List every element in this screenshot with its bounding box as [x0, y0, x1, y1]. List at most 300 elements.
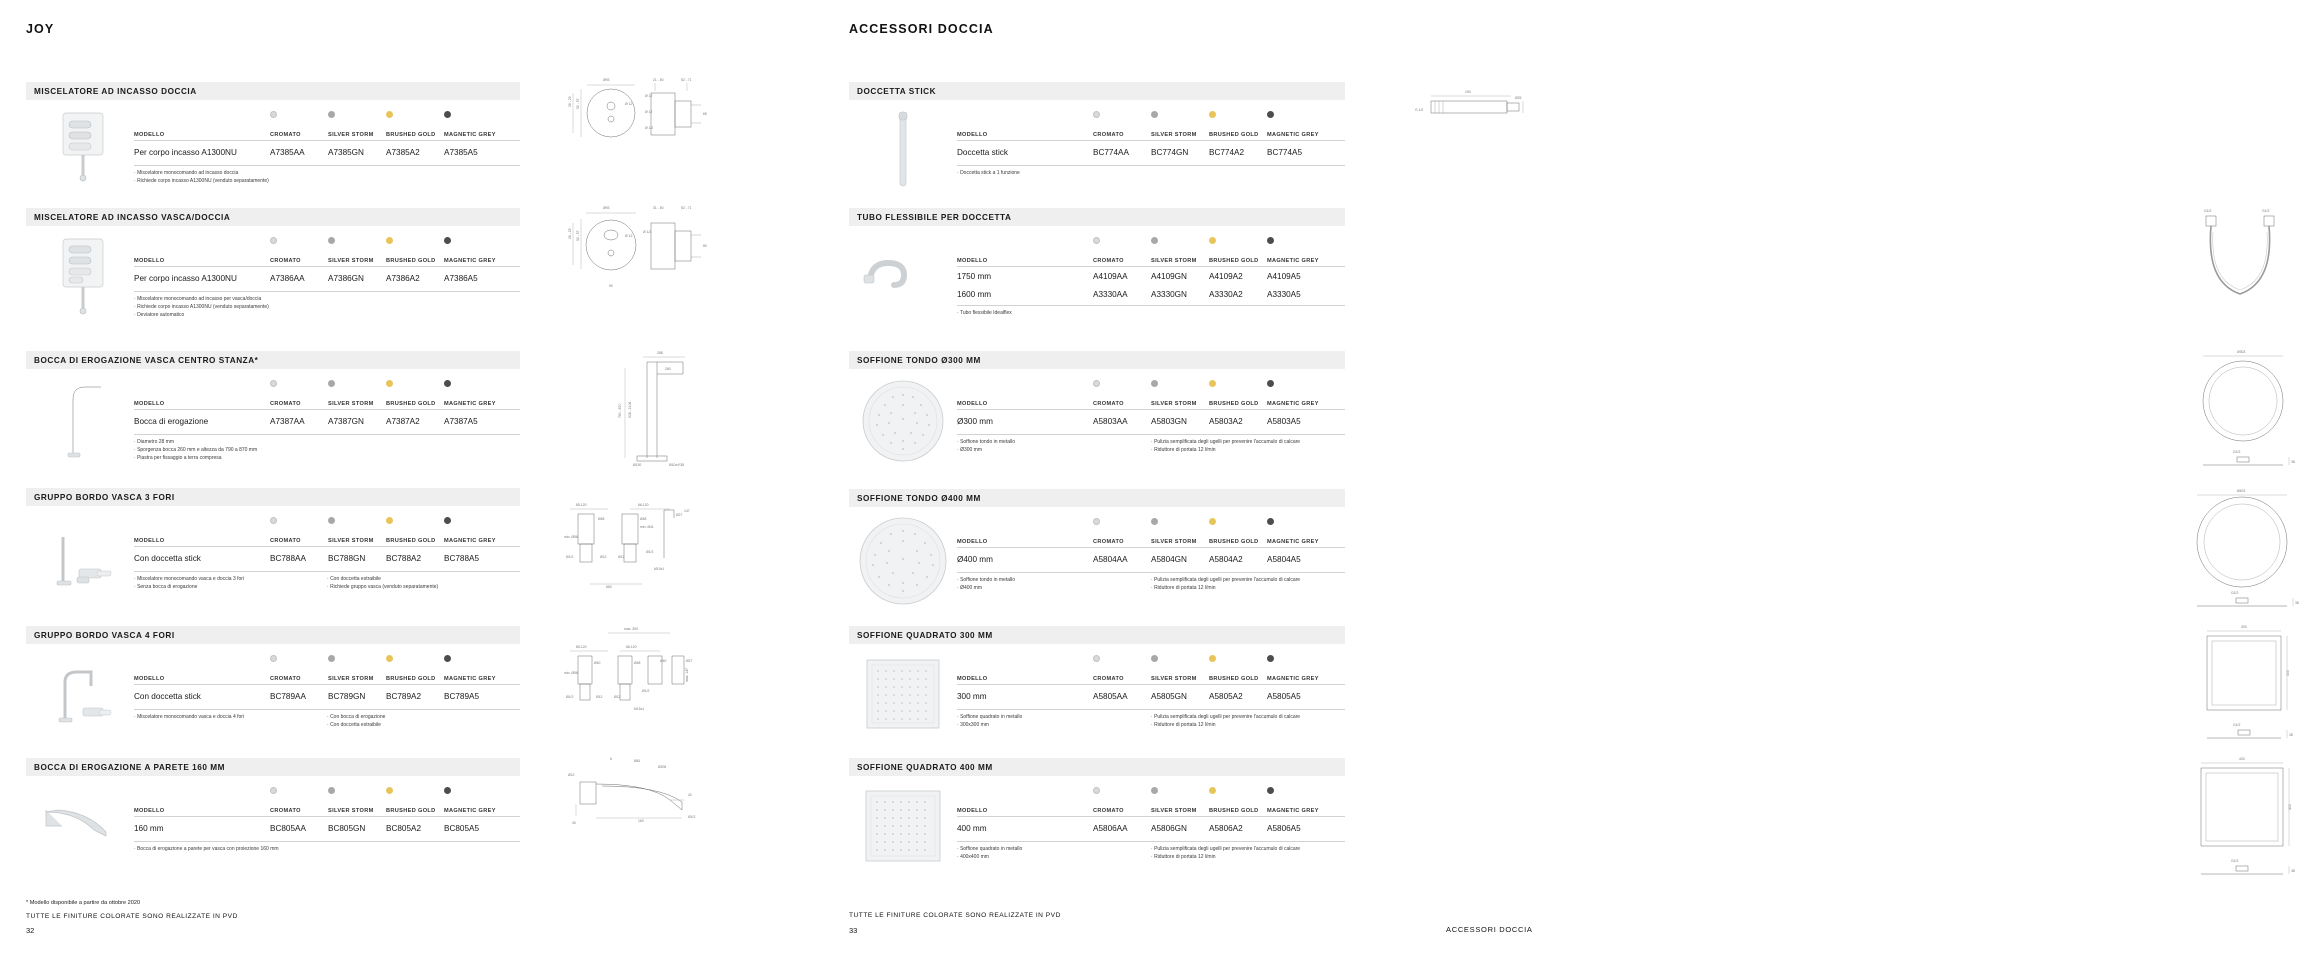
- note-item: · Piastra per fissaggio a terra compresa: [134, 455, 327, 463]
- finish-table: [957, 100, 1345, 194]
- section-bocca-parete-160: [26, 758, 520, 854]
- code-cromato: BC789AA: [270, 691, 306, 701]
- section-header: GRUPPO BORDO VASCA 4 FORI: [26, 626, 520, 644]
- silver-swatch-icon: [1151, 111, 1158, 118]
- code-grey: A7387A5: [444, 416, 478, 426]
- code-cromato: BC774AA: [1093, 147, 1129, 157]
- product-image: [849, 100, 957, 194]
- chrome-swatch-icon: [270, 655, 277, 662]
- chrome-swatch-icon: [270, 787, 277, 794]
- finish-table: [957, 507, 1345, 609]
- gold-swatch-icon: [1209, 237, 1216, 244]
- model-name: Con doccetta stick: [134, 553, 201, 563]
- finish-dots-row: [957, 106, 1345, 126]
- notes: [957, 573, 1345, 593]
- code-silver: A7386GN: [328, 273, 364, 283]
- code-gold: BC774A2: [1209, 147, 1245, 157]
- left-page: [0, 0, 775, 959]
- col-header-silver: SILVER STORM: [328, 538, 374, 544]
- col-header-grey: MAGNETIC GREY: [1267, 808, 1319, 814]
- section-header: MISCELATORE AD INCASSO VASCA/DOCCIA: [26, 208, 520, 226]
- svg-text:Ø12: Ø12: [614, 695, 621, 699]
- col-header-silver: SILVER STORM: [328, 676, 374, 682]
- chrome-swatch-icon: [1093, 655, 1100, 662]
- grey-swatch-icon: [1267, 111, 1274, 118]
- code-grey: BC774A5: [1267, 147, 1303, 157]
- col-header-cromato: CROMATO: [1093, 132, 1124, 138]
- table-row: [957, 817, 1345, 839]
- col-header-grey: MAGNETIC GREY: [1267, 258, 1319, 264]
- silver-swatch-icon: [1151, 655, 1158, 662]
- svg-text:38: 38: [2295, 601, 2299, 605]
- right-footer: [849, 912, 1061, 935]
- finish-dots-row: [134, 232, 520, 252]
- code-grey: A7386A5: [444, 273, 478, 283]
- section-header: BOCCA DI EROGAZIONE A PARETE 160 MM: [26, 758, 520, 776]
- section-soffione-quadrato-300: [849, 626, 1345, 736]
- svg-text:42: 42: [688, 793, 692, 797]
- right-page: [775, 0, 2299, 959]
- svg-text:303: 303: [2286, 670, 2290, 676]
- code-gold: A7387A2: [386, 416, 420, 426]
- col-header-cromato: CROMATO: [1093, 539, 1124, 545]
- col-header-cromato: CROMATO: [270, 401, 301, 407]
- code-grey: A5804A5: [1267, 554, 1301, 564]
- note-item: · Riduttore di portata 12 l/min: [1151, 854, 1345, 862]
- section-header: SOFFIONE QUADRATO 300 MM: [849, 626, 1345, 644]
- col-header-silver: SILVER STORM: [1151, 808, 1197, 814]
- finish-table: [957, 776, 1345, 868]
- col-header-silver: SILVER STORM: [1151, 676, 1197, 682]
- code-cromato: A5804AA: [1093, 554, 1128, 564]
- note-item: · Richiede gruppo vasca (venduto separatamente): [327, 584, 520, 592]
- svg-text:G1/2: G1/2: [2233, 723, 2241, 727]
- col-header-silver: SILVER STORM: [1151, 401, 1197, 407]
- notes: [134, 435, 520, 462]
- code-grey: BC805A5: [444, 823, 480, 833]
- col-header-silver: SILVER STORM: [1151, 258, 1197, 264]
- notes: [957, 435, 1345, 455]
- notes: [957, 842, 1345, 862]
- col-header-silver: SILVER STORM: [1151, 132, 1197, 138]
- finish-dots-row: [957, 782, 1345, 802]
- col-header-cromato: CROMATO: [1093, 401, 1124, 407]
- svg-text:403: 403: [2239, 757, 2245, 761]
- gold-swatch-icon: [1209, 380, 1216, 387]
- silver-swatch-icon: [328, 237, 335, 244]
- col-header-gold: BRUSHED GOLD: [1209, 258, 1259, 264]
- finish-dots-row: [134, 782, 520, 802]
- code-gold: A7386A2: [386, 273, 420, 283]
- note-item: · Riduttore di portata 12 l/min: [1151, 447, 1345, 455]
- svg-text:Ø130: Ø130: [633, 463, 642, 467]
- section-gruppo-bordo-vasca-3: [26, 488, 520, 592]
- finish-header-row: [957, 533, 1345, 545]
- col-header-grey: MAGNETIC GREY: [1267, 539, 1319, 545]
- col-header-silver: SILVER STORM: [1151, 539, 1197, 545]
- right-footer-section-label: [1446, 925, 1533, 934]
- col-header-gold: BRUSHED GOLD: [1209, 132, 1259, 138]
- svg-text:190: 190: [1465, 90, 1471, 94]
- col-header-cromato: CROMATO: [270, 258, 301, 264]
- code-grey: A5805A5: [1267, 691, 1301, 701]
- svg-text:Ø 12: Ø 12: [645, 110, 653, 114]
- note-item: · Miscelatore monocomando vasca e doccia 4 fori: [134, 714, 327, 722]
- note-item: · Diametro 28 mm: [134, 439, 327, 447]
- running-head: ACCESSORI DOCCIA: [1446, 925, 1533, 934]
- code-gold: A5804A2: [1209, 554, 1243, 564]
- note-item: · 300x300 mm: [957, 722, 1151, 730]
- technical-drawing-5: [560, 622, 715, 732]
- section-bocca-erogazione-centro-stanza: [26, 351, 520, 462]
- technical-drawing-6: [560, 752, 715, 832]
- gold-swatch-icon: [386, 787, 393, 794]
- svg-text:Ø40: Ø40: [660, 659, 667, 663]
- svg-text:Ø1/2: Ø1/2: [642, 689, 650, 693]
- code-gold: BC789A2: [386, 691, 422, 701]
- code-silver: BC805GN: [328, 823, 366, 833]
- col-header-modello: MODELLO: [957, 401, 988, 407]
- svg-text:52 - 57: 52 - 57: [576, 98, 580, 109]
- code-grey: BC788A5: [444, 553, 480, 563]
- svg-text:Ø27: Ø27: [676, 513, 683, 517]
- finish-header-row: [957, 670, 1345, 682]
- col-header-cromato: CROMATO: [1093, 808, 1124, 814]
- grey-swatch-icon: [1267, 518, 1274, 525]
- product-image: [26, 226, 134, 319]
- col-header-gold: BRUSHED GOLD: [386, 808, 436, 814]
- gold-swatch-icon: [386, 517, 393, 524]
- notes: [134, 572, 520, 592]
- finish-dots-row: [957, 232, 1345, 252]
- silver-swatch-icon: [328, 655, 335, 662]
- note-item: · Ø300 mm: [957, 447, 1151, 455]
- technical-drawing-r5: [2185, 620, 2305, 748]
- note-item: · Richiede corpo incasso A1300NU (venduto separatamente): [134, 304, 327, 312]
- col-header-modello: MODELLO: [134, 258, 165, 264]
- finish-dots-row: [134, 512, 520, 532]
- model-name: Con doccetta stick: [134, 691, 201, 701]
- finish-header-row: [134, 126, 520, 138]
- svg-text:147: 147: [684, 509, 690, 513]
- product-image: [849, 644, 957, 736]
- svg-text:26 - 29: 26 - 29: [568, 228, 572, 239]
- code-grey: A4109A5: [1267, 271, 1301, 281]
- code-grey: A5803A5: [1267, 416, 1301, 426]
- col-header-grey: MAGNETIC GREY: [444, 808, 496, 814]
- notes: [134, 166, 520, 186]
- svg-text:G 1/2: G 1/2: [1415, 108, 1424, 112]
- col-header-modello: MODELLO: [134, 808, 165, 814]
- col-header-modello: MODELLO: [134, 132, 165, 138]
- section-header: TUBO FLESSIBILE PER DOCCETTA: [849, 208, 1345, 226]
- col-header-silver: SILVER STORM: [328, 132, 374, 138]
- grey-swatch-icon: [444, 655, 451, 662]
- note-item: · Miscelatore monocomando ad incasso doccia: [134, 170, 327, 178]
- note-item: · Bocca di erogazione a parete per vasca con proiezione 160 mm: [134, 846, 327, 854]
- section-soffione-tondo-400: [849, 489, 1345, 609]
- svg-text:Ø 1/2: Ø 1/2: [645, 126, 654, 130]
- table-row: [957, 685, 1345, 707]
- footer-pvd-note: TUTTE LE FINITURE COLORATE SONO REALIZZATE IN PVD: [26, 913, 238, 920]
- finish-dots-row: [957, 375, 1345, 395]
- code-silver: A5804GN: [1151, 554, 1187, 564]
- svg-text:160: 160: [638, 819, 644, 823]
- silver-swatch-icon: [1151, 787, 1158, 794]
- col-header-grey: MAGNETIC GREY: [444, 401, 496, 407]
- notes: [134, 842, 520, 854]
- grey-swatch-icon: [444, 517, 451, 524]
- svg-text:G1/2: G1/2: [2233, 450, 2241, 454]
- code-grey: A3330A5: [1267, 289, 1301, 299]
- chrome-swatch-icon: [270, 111, 277, 118]
- col-header-cromato: CROMATO: [270, 676, 301, 682]
- col-header-gold: BRUSHED GOLD: [1209, 401, 1259, 407]
- footnote: * Modello disponibile a partire da ottobre 2020: [26, 900, 141, 906]
- col-header-modello: MODELLO: [957, 676, 988, 682]
- svg-text:M15x1: M15x1: [634, 707, 645, 711]
- note-item: · Riduttore di portata 12 l/min: [1151, 585, 1345, 593]
- section-doccetta-stick: [849, 82, 1345, 194]
- notes: [134, 710, 520, 730]
- svg-text:min. Ø56: min. Ø56: [564, 535, 578, 539]
- note-item: · 400x400 mm: [957, 854, 1151, 862]
- code-gold: A5803A2: [1209, 416, 1243, 426]
- table-row: [134, 141, 520, 163]
- section-tubo-flessibile: [849, 208, 1345, 318]
- finish-header-row: [134, 532, 520, 544]
- gold-swatch-icon: [1209, 655, 1216, 662]
- svg-text:52 - 57: 52 - 57: [576, 230, 580, 241]
- table-row: [957, 410, 1345, 432]
- code-silver: A5806GN: [1151, 823, 1187, 833]
- code-cromato: BC805AA: [270, 823, 306, 833]
- section-header: MISCELATORE AD INCASSO DOCCIA: [26, 82, 520, 100]
- finish-dots-row: [957, 513, 1345, 533]
- note-item: · Pulizia semplificata degli ugelli per prevenire l'accumulo di calcare: [1151, 714, 1345, 722]
- technical-drawing-1: [565, 75, 715, 160]
- svg-text:Ø206: Ø206: [658, 765, 667, 769]
- svg-text:21 - 50: 21 - 50: [653, 78, 664, 82]
- silver-swatch-icon: [328, 517, 335, 524]
- svg-text:790 - 870: 790 - 870: [618, 403, 622, 418]
- code-gold: A4109A2: [1209, 271, 1243, 281]
- svg-text:Ø93: Ø93: [603, 206, 610, 210]
- svg-text:G1/2: G1/2: [2231, 591, 2239, 595]
- section-header: SOFFIONE TONDO Ø300 MM: [849, 351, 1345, 369]
- silver-swatch-icon: [1151, 518, 1158, 525]
- grey-swatch-icon: [1267, 380, 1274, 387]
- page-number: 32: [26, 926, 35, 935]
- col-header-grey: MAGNETIC GREY: [444, 538, 496, 544]
- svg-text:Ø40: Ø40: [594, 661, 601, 665]
- code-cromato: A5803AA: [1093, 416, 1128, 426]
- chrome-swatch-icon: [270, 517, 277, 524]
- col-header-silver: SILVER STORM: [328, 808, 374, 814]
- product-image: [26, 776, 134, 854]
- table-row: [957, 548, 1345, 570]
- svg-text:80: 80: [703, 244, 707, 248]
- svg-text:Ø10x4*38: Ø10x4*38: [669, 463, 685, 467]
- svg-text:Ø303: Ø303: [2237, 350, 2246, 354]
- col-header-gold: BRUSHED GOLD: [1209, 539, 1259, 545]
- svg-text:Ø61: Ø61: [634, 759, 641, 763]
- code-cromato: A3330AA: [1093, 289, 1128, 299]
- svg-text:max. 300: max. 300: [624, 627, 638, 631]
- code-cromato: A7386AA: [270, 273, 305, 283]
- section-miscelatore-incasso-vasca-doccia: [26, 208, 520, 319]
- svg-text:Ø403: Ø403: [2237, 489, 2246, 493]
- section-header: DOCCETTA STICK: [849, 82, 1345, 100]
- section-header: SOFFIONE TONDO Ø400 MM: [849, 489, 1345, 507]
- code-silver: A7387GN: [328, 416, 364, 426]
- product-image: [849, 369, 957, 467]
- note-item: · Con doccetta estraibile: [327, 722, 520, 730]
- svg-text:6: 6: [610, 757, 612, 761]
- finish-dots-row: [134, 375, 520, 395]
- code-grey: A7385A5: [444, 147, 478, 157]
- svg-text:65: 65: [703, 112, 707, 116]
- svg-text:min. Ø41: min. Ø41: [640, 525, 654, 529]
- code-cromato: BC788AA: [270, 553, 306, 563]
- svg-text:Ø 1/2: Ø 1/2: [643, 230, 652, 234]
- note-item: · Pulizia semplificata degli ugelli per prevenire l'accumulo di calcare: [1151, 577, 1345, 585]
- finish-table: [957, 369, 1345, 467]
- col-header-cromato: CROMATO: [1093, 676, 1124, 682]
- finish-header-row: [957, 802, 1345, 814]
- note-item: · Riduttore di portata 12 l/min: [1151, 722, 1345, 730]
- finish-header-row: [134, 252, 520, 264]
- table-row: [957, 285, 1345, 303]
- right-page-title-wrap: [849, 22, 994, 36]
- note-item: · Soffione tondo in metallo: [957, 439, 1151, 447]
- product-image: [849, 226, 957, 318]
- technical-drawing-r4: [2183, 484, 2307, 614]
- grey-swatch-icon: [1267, 237, 1274, 244]
- svg-text:Ø12: Ø12: [600, 555, 607, 559]
- page-title: ACCESSORI DOCCIA: [849, 22, 994, 36]
- col-header-cromato: CROMATO: [270, 538, 301, 544]
- model-name: 1750 mm: [957, 271, 992, 281]
- svg-text:85-120: 85-120: [576, 645, 587, 649]
- col-header-grey: MAGNETIC GREY: [444, 258, 496, 264]
- svg-text:G1/2: G1/2: [2262, 209, 2270, 213]
- svg-text:90: 90: [609, 284, 613, 288]
- footer-pvd-note: TUTTE LE FINITURE COLORATE SONO REALIZZATE IN PVD: [849, 912, 1061, 919]
- note-item: · Ø400 mm: [957, 585, 1151, 593]
- svg-text:G1/2: G1/2: [2204, 209, 2212, 213]
- code-gold: BC788A2: [386, 553, 422, 563]
- product-image: [849, 507, 957, 609]
- code-grey: A5806A5: [1267, 823, 1301, 833]
- code-gold: BC805A2: [386, 823, 422, 833]
- finish-table: [134, 100, 520, 186]
- left-footer: [26, 900, 238, 935]
- gold-swatch-icon: [386, 380, 393, 387]
- grey-swatch-icon: [444, 237, 451, 244]
- gold-swatch-icon: [386, 111, 393, 118]
- grey-swatch-icon: [444, 787, 451, 794]
- chrome-swatch-icon: [1093, 380, 1100, 387]
- notes: [957, 166, 1345, 178]
- col-header-grey: MAGNETIC GREY: [1267, 401, 1319, 407]
- svg-text:508 - 2108: 508 - 2108: [628, 401, 632, 418]
- notes: [957, 710, 1345, 730]
- col-header-gold: BRUSHED GOLD: [386, 676, 436, 682]
- svg-text:66-120: 66-120: [626, 645, 637, 649]
- svg-text:G1/2: G1/2: [2231, 859, 2239, 863]
- col-header-gold: BRUSHED GOLD: [1209, 808, 1259, 814]
- gold-swatch-icon: [1209, 787, 1216, 794]
- table-row: [134, 267, 520, 289]
- table-row: [957, 267, 1345, 285]
- code-gold: A3330A2: [1209, 289, 1243, 299]
- col-header-modello: MODELLO: [134, 676, 165, 682]
- section-header: SOFFIONE QUADRATO 400 MM: [849, 758, 1345, 776]
- finish-dots-row: [134, 106, 520, 126]
- col-header-grey: MAGNETIC GREY: [444, 676, 496, 682]
- col-header-cromato: CROMATO: [270, 808, 301, 814]
- technical-drawing-2: [565, 203, 715, 295]
- note-item: · Soffione tondo in metallo: [957, 577, 1151, 585]
- finish-dots-row: [134, 650, 520, 670]
- technical-drawing-r6: [2183, 752, 2307, 882]
- chrome-swatch-icon: [1093, 111, 1100, 118]
- col-header-silver: SILVER STORM: [328, 258, 374, 264]
- finish-table: [134, 506, 520, 592]
- table-row: [134, 410, 520, 432]
- gold-swatch-icon: [1209, 111, 1216, 118]
- svg-text:660: 660: [606, 585, 612, 589]
- svg-text:85-120: 85-120: [576, 503, 587, 507]
- svg-text:Ø 12: Ø 12: [625, 234, 633, 238]
- finish-table: [957, 644, 1345, 736]
- col-header-silver: SILVER STORM: [328, 401, 374, 407]
- note-item: · Senza bocca di erogazione: [134, 584, 327, 592]
- col-header-modello: MODELLO: [957, 808, 988, 814]
- finish-table: [134, 226, 520, 319]
- svg-text:Ø1/2: Ø1/2: [566, 555, 574, 559]
- finish-table: [134, 776, 520, 854]
- svg-text:52 - 71: 52 - 71: [681, 78, 692, 82]
- svg-text:38: 38: [2291, 869, 2295, 873]
- col-header-grey: MAGNETIC GREY: [1267, 132, 1319, 138]
- model-name: Doccetta stick: [957, 147, 1008, 157]
- code-silver: A4109GN: [1151, 271, 1187, 281]
- col-header-cromato: CROMATO: [1093, 258, 1124, 264]
- note-item: · Richiede corpo incasso A1300NU (venduto separatamente): [134, 178, 327, 186]
- code-silver: BC788GN: [328, 553, 366, 563]
- note-item: · Tubo flessibile Idealflex: [957, 310, 1151, 318]
- finish-table: [957, 226, 1345, 318]
- svg-text:Ø48: Ø48: [598, 517, 605, 521]
- product-image: [849, 776, 957, 868]
- code-cromato: A5806AA: [1093, 823, 1128, 833]
- note-item: · Pulizia semplificata degli ugelli per prevenire l'accumulo di calcare: [1151, 846, 1345, 854]
- finish-dots-row: [957, 650, 1345, 670]
- code-silver: A3330GN: [1151, 289, 1187, 299]
- col-header-modello: MODELLO: [134, 401, 165, 407]
- svg-text:403: 403: [2288, 804, 2292, 810]
- svg-text:Ø12: Ø12: [596, 695, 603, 699]
- svg-text:Ø12: Ø12: [568, 773, 575, 777]
- product-image: [26, 506, 134, 592]
- svg-text:Ø 12: Ø 12: [645, 94, 653, 98]
- svg-text:31 - 50: 31 - 50: [653, 206, 664, 210]
- gold-swatch-icon: [386, 237, 393, 244]
- col-header-modello: MODELLO: [957, 132, 988, 138]
- svg-text:max. 147: max. 147: [685, 668, 689, 682]
